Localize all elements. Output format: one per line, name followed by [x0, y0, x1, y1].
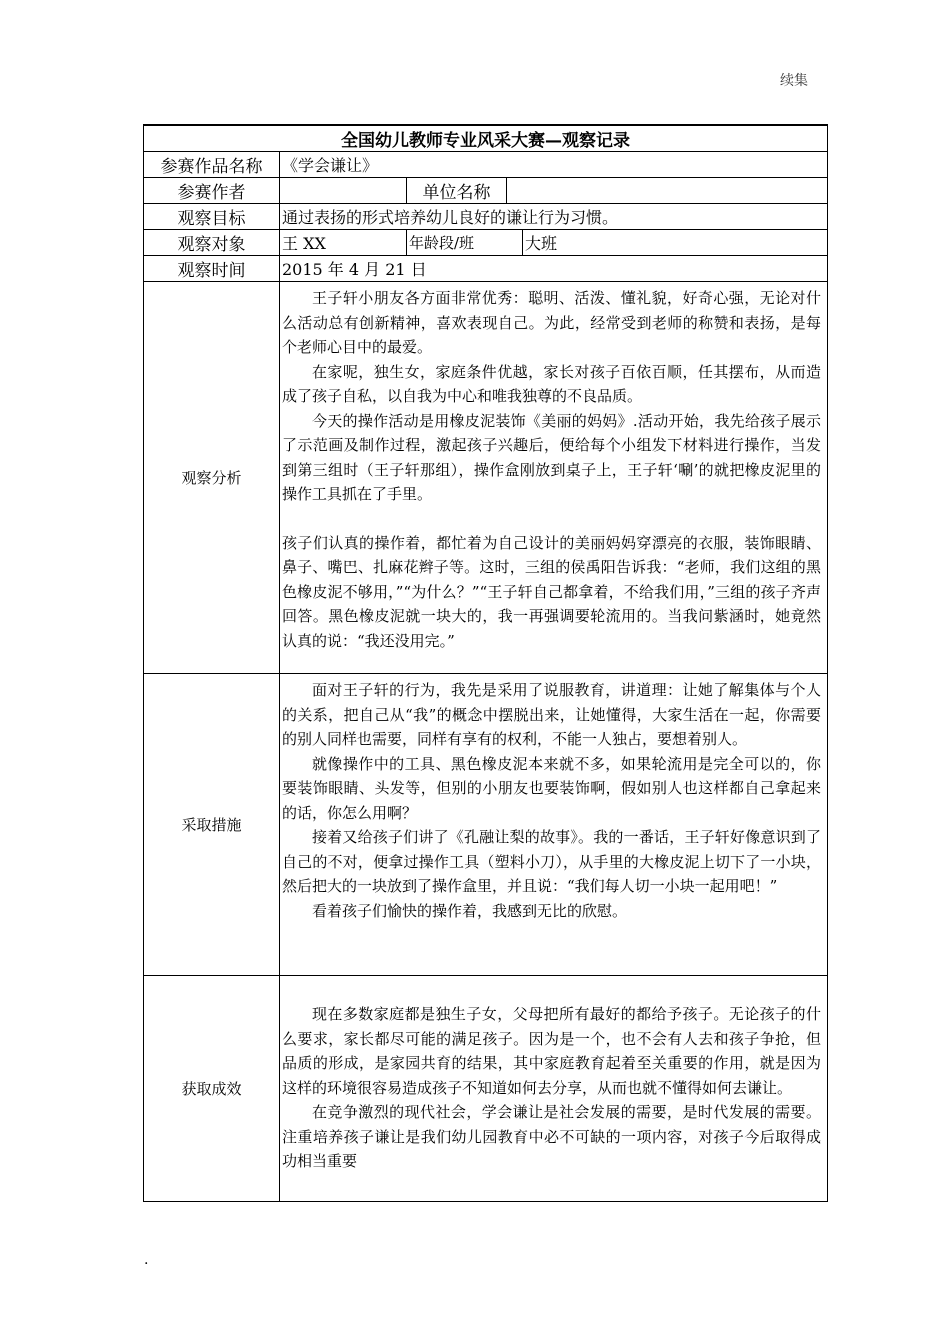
header-note: 续集	[780, 73, 808, 89]
results-content	[280, 976, 828, 1202]
measures-paragraph: 面对王子轩的行为，我先是采用了说服教育，讲道理：让她了解集体与个人的关系，把自己从“我”的概念中摆脱出来，让她懂得，大家生活在一起，你需要的别人同样也需要，同样有享有的权利，不能一人独占，要想着别人。	[282, 681, 821, 748]
measures-label: 采取措施	[144, 674, 280, 976]
goal-label: 观察目标	[144, 204, 280, 230]
work-name-label: 参赛作品名称	[144, 152, 280, 178]
subject-label: 观察对象	[144, 230, 280, 256]
analysis-paragraph: 王子轩小朋友各方面非常优秀：聪明、活泼、懂礼貌，好奇心强，无论对什么活动总有创新精神，喜欢表现自己。为此，经常受到老师的称赞和表扬，是每个老师心目中的最爱。	[282, 289, 821, 356]
author-value	[280, 178, 407, 204]
unit-label: 单位名称	[407, 178, 507, 204]
results-paragraph: 在竞争激烈的现代社会，学会谦让是社会发展的需要，是时代发展的需要。注重培养孩子谦让是我们幼儿园教育中必不可缺的一项内容，对孩子今后取得成功相当重要	[282, 1103, 821, 1170]
measures-content	[280, 674, 828, 976]
analysis-paragraph: 孩子们认真的操作着，都忙着为自己设计的美丽妈妈穿漂亮的衣服，装饰眼睛、鼻子、嘴巴、扎麻花辫子等。这时，三组的侯禹阳告诉我：“老师，我们这组的黑色橡皮泥不够用，”“为什么？”“王子轩自己都拿着，不给我们用，”三组的孩子齐声回答。黑色橡皮泥就一块大的，我一再强调要轮流用的。当我问紫涵时，她竟然认真的说：“我还没用完。”	[282, 533, 821, 650]
analysis-label: 观察分析	[144, 282, 280, 674]
time-label: 观察时间	[144, 256, 280, 282]
goal-value: 通过表扬的形式培养幼儿良好的谦让行为习惯。	[280, 204, 828, 230]
time-value: 2015 年 4 月 21 日	[280, 256, 828, 282]
measures-paragraph: 就像操作中的工具、黑色橡皮泥本来就不多，如果轮流用是完全可以的，你要装饰眼睛、头发等，但别的小朋友也要装饰啊，假如别人也这样都自己拿起来的话，你怎么用啊？	[282, 754, 821, 822]
table-title: 全国幼儿教师专业风采大赛—观察记录	[144, 125, 828, 152]
measures-paragraph: 看着孩子们愉快的操作着，我感到无比的欣慰。	[312, 901, 628, 920]
work-name-value: 《学会谦让》	[280, 152, 828, 178]
page-dot: .	[144, 1252, 149, 1268]
subject-value: 王 XX	[280, 230, 407, 256]
age-label: 年龄段/班	[407, 230, 523, 256]
observation-record-table	[143, 124, 828, 1202]
age-value: 大班	[523, 230, 828, 256]
results-label: 获取成效	[144, 976, 280, 1202]
author-label: 参赛作者	[144, 178, 280, 204]
measures-paragraph: 接着又给孩子们讲了《孔融让梨的故事》。我的一番话，王子轩好像意识到了自己的不对，便拿过操作工具（塑料小刀），从手里的大橡皮泥上切下了一小块，然后把大的一块放到了操作盒里，并且说：“我们每人切一小块一起用吧！”	[282, 828, 821, 895]
analysis-content	[280, 282, 828, 674]
analysis-paragraph: 今天的操作活动是用橡皮泥装饰《美丽的妈妈》.活动开始，我先给孩子展示了示范画及制作过程，激起孩子兴趣后，便给每个小组发下材料进行操作，当发到第三组时（王子轩那组），操作盒刚放到桌子上，王子轩‘唰’的就把橡皮泥里的操作工具抓在了手里。	[282, 411, 821, 503]
results-paragraph: 现在多数家庭都是独生子女，父母把所有最好的都给予孩子。无论孩子的什么要求，家长都尽可能的满足孩子。因为是一个，也不会有人去和孩子争抢，但品质的形成，是家园共育的结果，其中家庭教育起着至关重要的作用，就是因为这样的环境很容易造成孩子不知道如何去分享，从而也就不懂得如何去谦让。	[282, 1005, 821, 1097]
analysis-paragraph: 在家呢，独生女，家庭条件优越，家长对孩子百依百顺，任其摆布，从而造成了孩子自私，以自我为中心和唯我独尊的不良品质。	[282, 362, 821, 405]
unit-value	[507, 178, 828, 204]
